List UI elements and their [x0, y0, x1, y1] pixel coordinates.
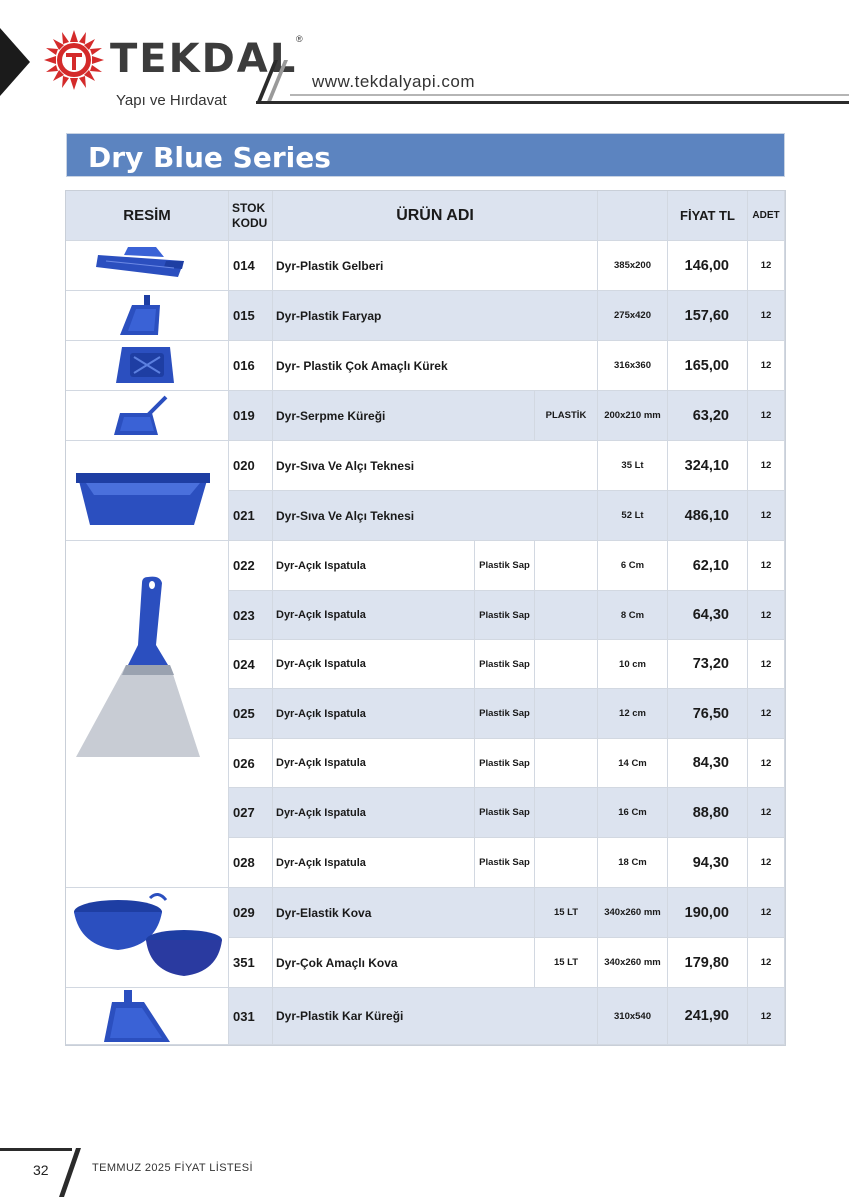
row-020-name: Dyr-Sıva Ve Alçı Teknesi	[273, 441, 598, 491]
row-031-name: Dyr-Plastik Kar Küreği	[273, 988, 598, 1045]
row-027-name: Dyr-Açık Ispatula	[273, 788, 475, 838]
row-024-name: Dyr-Açık Ispatula	[273, 640, 475, 689]
row-021-size: 52 Lt	[598, 491, 668, 541]
row-027-price: 88,80	[668, 788, 748, 838]
tekdal-logo-icon	[44, 30, 104, 90]
row-020-size: 35 Lt	[598, 441, 668, 491]
snow-shovel-icon	[66, 988, 229, 1045]
row-027-extra1: Plastik Sap	[475, 788, 535, 838]
header-image	[66, 191, 229, 241]
row-351-price: 179,80	[668, 938, 748, 988]
row-028-extra1: Plastik Sap	[475, 838, 535, 888]
row-351-name: Dyr-Çok Amaçlı Kova	[273, 938, 535, 988]
row-019-name: Dyr-Serpme Küreği	[273, 391, 535, 441]
section-title: Dry Blue Series	[88, 141, 331, 174]
row-016-qty: 12	[748, 341, 785, 391]
header-name-label: ÜRÜN ADI	[396, 206, 474, 224]
row-014-code: 014	[229, 241, 273, 291]
row-025-size: 12 cm	[598, 689, 668, 739]
row-028-qty: 12	[748, 838, 785, 888]
header-price-label: FİYAT TL	[680, 208, 735, 223]
row-020-qty: 12	[748, 441, 785, 491]
row-025-code: 025	[229, 689, 273, 739]
row-351-qty: 12	[748, 938, 785, 988]
row-029-code: 029	[229, 888, 273, 938]
row-015-size: 275x420	[598, 291, 668, 341]
row-024-code: 024	[229, 640, 273, 689]
row-026-name: Dyr-Açık Ispatula	[273, 739, 475, 788]
row-025-price: 76,50	[668, 689, 748, 739]
row-020-code: 020	[229, 441, 273, 491]
row-022-price: 62,10	[668, 541, 748, 591]
row-027-size: 16 Cm	[598, 788, 668, 838]
header-code	[229, 191, 273, 241]
row-027-qty: 12	[748, 788, 785, 838]
row-014-price: 146,00	[668, 241, 748, 291]
row-019-extra2: PLASTİK	[535, 391, 598, 441]
shovel-icon	[66, 291, 229, 341]
row-022-code: 022	[229, 541, 273, 591]
row-016-price: 165,00	[668, 341, 748, 391]
row-019-code: 019	[229, 391, 273, 441]
scoop-icon	[66, 341, 229, 391]
row-029-size: 340x260 mm	[598, 888, 668, 938]
row-024-price: 73,20	[668, 640, 748, 689]
row-014-qty: 12	[748, 241, 785, 291]
dustpan-icon	[66, 241, 229, 291]
row-026-price: 84,30	[668, 739, 748, 788]
row-028-blank	[535, 838, 598, 888]
row-031-qty: 12	[748, 988, 785, 1045]
row-024-qty: 12	[748, 640, 785, 689]
row-024-size: 10 cm	[598, 640, 668, 689]
spatula-icon	[66, 541, 229, 888]
image-cok-amacli-kurek	[66, 341, 229, 391]
row-016-code: 016	[229, 341, 273, 391]
bucket-icon	[66, 888, 229, 988]
row-026-extra1: Plastik Sap	[475, 739, 535, 788]
row-015-price: 157,60	[668, 291, 748, 341]
hand-shovel-icon	[66, 391, 229, 441]
row-021-name: Dyr-Sıva Ve Alçı Teknesi	[273, 491, 598, 541]
brand-tagline: Yapı ve Hırdavat	[116, 92, 227, 109]
row-023-price: 64,30	[668, 591, 748, 640]
row-026-size: 14 Cm	[598, 739, 668, 788]
brand-name: TEKDAL	[110, 36, 298, 82]
row-023-blank	[535, 591, 598, 640]
row-021-code: 021	[229, 491, 273, 541]
section-title-bar	[66, 133, 785, 177]
row-029-price: 190,00	[668, 888, 748, 938]
row-016-name: Dyr- Plastik Çok Amaçlı Kürek	[273, 341, 598, 391]
row-028-price: 94,30	[668, 838, 748, 888]
row-015-qty: 12	[748, 291, 785, 341]
row-025-qty: 12	[748, 689, 785, 739]
row-031-size: 310x540	[598, 988, 668, 1045]
header-qty	[748, 191, 785, 241]
row-022-blank	[535, 541, 598, 591]
footer-text: TEMMUZ 2025 FİYAT LİSTESİ	[92, 1162, 253, 1174]
row-351-code: 351	[229, 938, 273, 988]
row-351-size: 340x260 mm	[598, 938, 668, 988]
row-028-code: 028	[229, 838, 273, 888]
row-031-price: 241,90	[668, 988, 748, 1045]
row-026-code: 026	[229, 739, 273, 788]
row-023-extra1: Plastik Sap	[475, 591, 535, 640]
image-serpme-kuregi	[66, 391, 229, 441]
row-025-name: Dyr-Açık Ispatula	[273, 689, 475, 739]
row-022-extra1: Plastik Sap	[475, 541, 535, 591]
row-022-qty: 12	[748, 541, 785, 591]
header-code-line2: KODU	[232, 215, 268, 230]
header-image-label: RESİM	[123, 207, 171, 224]
corner-triangle	[0, 28, 30, 96]
row-026-blank	[535, 739, 598, 788]
row-019-price: 63,20	[668, 391, 748, 441]
header-size	[598, 191, 668, 241]
image-kar-kuregi	[66, 988, 229, 1045]
row-022-name: Dyr-Açık Ispatula	[273, 541, 475, 591]
row-025-extra1: Plastik Sap	[475, 689, 535, 739]
row-021-price: 486,10	[668, 491, 748, 541]
row-351-extra2: 15 LT	[535, 938, 598, 988]
image-kova	[66, 888, 229, 988]
registered-mark: ®	[296, 34, 303, 44]
row-021-qty: 12	[748, 491, 785, 541]
row-023-name: Dyr-Açık Ispatula	[273, 591, 475, 640]
row-025-blank	[535, 689, 598, 739]
row-016-size: 316x360	[598, 341, 668, 391]
row-023-code: 023	[229, 591, 273, 640]
row-028-name: Dyr-Açık Ispatula	[273, 838, 475, 888]
row-028-size: 18 Cm	[598, 838, 668, 888]
row-023-size: 8 Cm	[598, 591, 668, 640]
row-027-code: 027	[229, 788, 273, 838]
row-023-qty: 12	[748, 591, 785, 640]
mortar-tub-icon	[66, 441, 229, 541]
row-015-name: Dyr-Plastik Faryap	[273, 291, 598, 341]
row-029-blank	[475, 888, 535, 938]
row-019-size: 200x210 mm	[598, 391, 668, 441]
header-qty-label: ADET	[752, 210, 780, 221]
page-number: 32	[33, 1162, 49, 1178]
image-faryap	[66, 291, 229, 341]
row-019-qty: 12	[748, 391, 785, 441]
row-014-size: 385x200	[598, 241, 668, 291]
image-gelberi	[66, 241, 229, 291]
row-029-extra2: 15 LT	[535, 888, 598, 938]
row-027-blank	[535, 788, 598, 838]
image-siva-teknesi	[66, 441, 229, 541]
row-026-qty: 12	[748, 739, 785, 788]
row-029-name: Dyr-Elastik Kova	[273, 888, 535, 938]
row-031-code: 031	[229, 988, 273, 1045]
header-name	[273, 191, 598, 241]
row-014-name: Dyr-Plastik Gelberi	[273, 241, 598, 291]
header-price	[668, 191, 748, 241]
row-015-code: 015	[229, 291, 273, 341]
row-022-size: 6 Cm	[598, 541, 668, 591]
header-code-line1: STOK	[232, 200, 266, 215]
row-029-qty: 12	[748, 888, 785, 938]
row-024-blank	[535, 640, 598, 689]
row-020-price: 324,10	[668, 441, 748, 491]
website-url[interactable]: www.tekdalyapi.com	[312, 72, 476, 91]
row-024-extra1: Plastik Sap	[475, 640, 535, 689]
price-table	[65, 190, 786, 1046]
image-ispatula	[66, 541, 229, 888]
